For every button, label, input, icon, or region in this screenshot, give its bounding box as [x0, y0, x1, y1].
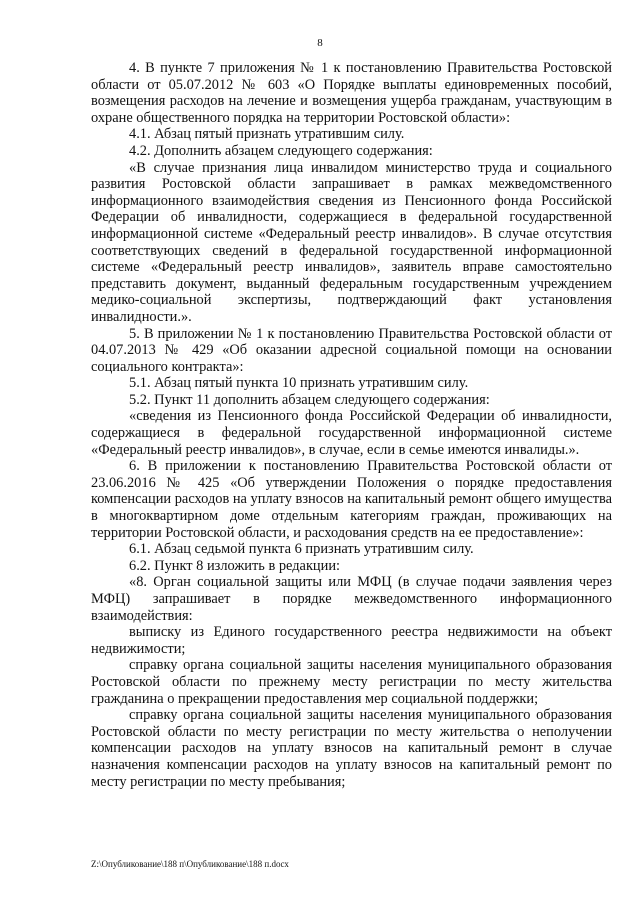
paragraph-item-6: 6. В приложении к постановлению Правительства Ростовской области от 23.06.2016 № 425 «Об утверждении Положения о порядке предоставления компенсации расходов на уплату взносов на капитальный ремонт общего имущества в многоквартирном доме отдельным категориям граждан, проживающих на территории Ростовской области, и расходования средств на ее предоставление»:: [91, 458, 612, 541]
paragraph-item-5-2: 5.2. Пункт 11 дополнить абзацем следующего содержания:: [129, 391, 490, 408]
paragraph-quote-disability: «В случае признания лица инвалидом министерство труда и социального развития Ростовской области запрашивает в рамках межведомственного информационного взаимодействия сведения из Пенсионного фонда Российской Федерации об инвалидности, содержащиеся в федеральной государственной информационной системе «Федеральный реестр инвалидов». В случае отсутствия соответствующих сведений в федеральной государственной информационной системе «Федеральный реестр инвалидов», заявитель вправе самостоятельно представить документ, выданный федеральным государственным учреждением медико-социальной экспертизы, подтверждающий факт установления инвалидности.».: [91, 159, 612, 325]
paragraph-item-4: 4. В пункте 7 приложения № 1 к постановлению Правительства Ростовской области от 05.07.2012 № 603 «О Порядке выплаты единовременных пособий, возмещения расходов на лечение и возмещения ущерба гражданам, участвующим в охране общественного порядка на территории Ростовской области»:: [91, 60, 612, 126]
paragraph-item-6-2: 6.2. Пункт 8 изложить в редакции:: [129, 557, 341, 574]
paragraph-certificate-current: справку органа социальной защиты населения муниципального образования Ростовской области по месту регистрации по месту жительства о неполучении компенсации расходов на уплату взносов на капитальный ремонт в случае назначения компенсации расходов на уплату взносов на капитальный ремонт по месту регистрации по месту пребывания;: [91, 707, 612, 790]
paragraph-item-4-1: 4.1. Абзац пятый признать утратившим силу.: [129, 126, 405, 143]
page-number: 8: [317, 37, 323, 49]
footer-file-path: Z:\Опубликование\188 п\Опубликование\188 п.docx: [91, 859, 289, 869]
paragraph-item-4-2: 4.2. Дополнить абзацем следующего содержания:: [129, 142, 433, 159]
document-body: [91, 60, 612, 790]
paragraph-extract-registry: выписку из Единого государственного реестра недвижимости на объект недвижимости;: [91, 624, 612, 657]
paragraph-item-5-1: 5.1. Абзац пятый пункта 10 признать утратившим силу.: [129, 375, 469, 392]
paragraph-certificate-previous: справку органа социальной защиты населения муниципального образования Ростовской области по прежнему месту регистрации по месту жительства гражданина о прекращении предоставления мер социальной поддержки;: [91, 657, 612, 707]
paragraph-quote-item-8: «8. Орган социальной защиты или МФЦ (в случае подачи заявления через МФЦ) запрашивает в порядке межведомственного информационного взаимодействия:: [91, 574, 612, 624]
paragraph-quote-pension-fund: «сведения из Пенсионного фонда Российской Федерации об инвалидности, содержащиеся в федеральной государственной информационной системе «Федеральный реестр инвалидов», в случае, если в семье имеются инвалиды.».: [91, 408, 612, 458]
paragraph-item-6-1: 6.1. Абзац седьмой пункта 6 признать утратившим силу.: [129, 541, 474, 558]
paragraph-item-5: 5. В приложении № 1 к постановлению Правительства Ростовской области от 04.07.2013 № 429 «Об оказании адресной социальной помощи на основании социального контракта»:: [91, 325, 612, 375]
